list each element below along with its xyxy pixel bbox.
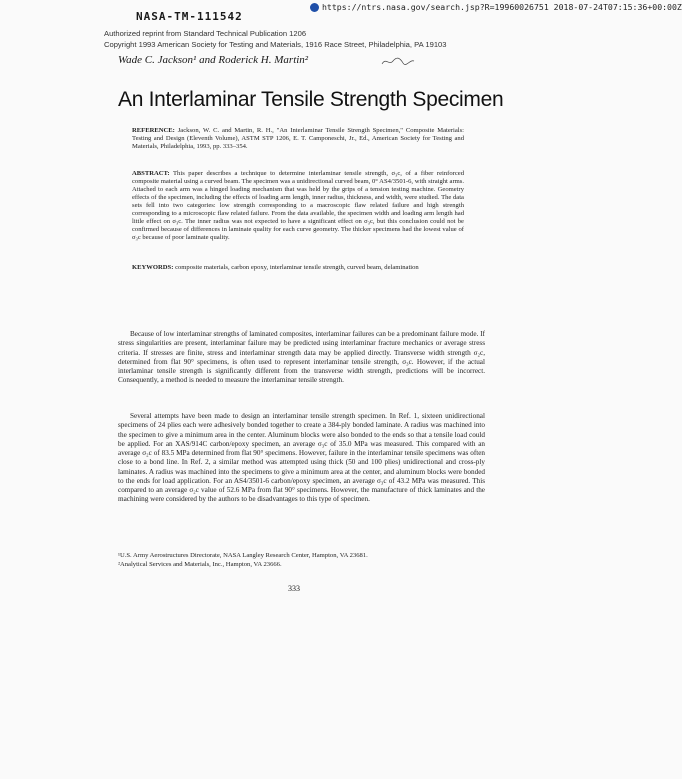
ntrs-logo-icon: [310, 3, 319, 12]
keywords-label: KEYWORDS:: [132, 264, 174, 271]
keywords-text: composite materials, carbon epoxy, interlaminar tensile strength, curved beam, delamination: [175, 264, 419, 271]
footnote: ²Analytical Services and Materials, Inc., Hampton, VA 23666.: [118, 560, 282, 568]
reprint-notice-line-1: Authorized reprint from Standard Technical Publication 1206: [104, 29, 307, 38]
abstract-block: [132, 170, 464, 242]
reference-block: [132, 127, 464, 151]
reference-text: Jackson, W. C. and Martin, R. H., "An Interlaminar Tensile Strength Specimen," Composite Materials: Testing and Design (Eleventh Volume), ASTM STP 1206, E. T. Camponeschi, Jr., Ed., American Society for Testing and Materials, Philadelphia, 1993, pp. 333–354.: [132, 127, 464, 150]
footnote: ¹U.S. Army Aerostructures Directorate, NASA Langley Research Center, Hampton, VA 23681.: [118, 552, 368, 559]
keywords-block: [132, 264, 464, 272]
authors: Wade C. Jackson¹ and Roderick H. Martin²: [118, 54, 309, 66]
page-number: 333: [288, 584, 300, 593]
reprint-notice-line-2: Copyright 1993 American Society for Testing and Materials, 1916 Race Street, Philadelphia, PA 19103: [104, 40, 447, 49]
reference-label: REFERENCE:: [132, 127, 175, 134]
footnotes: [118, 552, 485, 569]
ntrs-stamp-text[interactable]: https://ntrs.nasa.gov/search.jsp?R=19960026751 2018-07-24T07:15:36+00:00Z: [322, 2, 682, 12]
paper-title: An Interlaminar Tensile Strength Specimen: [118, 88, 504, 111]
abstract-text: This paper describes a technique to determine interlaminar tensile strength, σ₃c, of a fiber reinforced composite material using a curved beam. The specimen was a unidirectional curved beam, 0° AS4/3501-6, with straight arms. Attached to each arm was a hinged loading mechanism that was held by the grips of a tension testing machine. Geometry effects of the specimen, including the effects of loading arm length, inner radius, thickness, and width, were studied. The data sets fell into two categories: low strength corresponding to a macroscopic flaw related failure and high strength corresponding to a microscopic flaw related failure. From the data available, the specimen width and loading arm length had little effect on σ₃c. The inner radius was not expected to have a significant effect on σ₃c, but this conclusion could not be confirmed because of differences in laminate quality for each curve geometry. The thicker specimens had the lowest value of σ₃c because of poor laminate quality.: [132, 170, 464, 241]
ntrs-stamp: [310, 2, 682, 12]
body-paragraph: Because of low interlaminar strengths of laminated composites, interlaminar failures can be a predominant failure mode. If stress singularities are present, interlaminar failure may be predicted using interlaminar fracture mechanics or average stress criteria. If stresses are finite, stress and interlaminar strength data may be applied directly. Transverse width strength σ₂c, determined from flat 90° specimens, is often used to represent interlaminar tensile strength, σ₃c. However, if the actual interlaminar tensile strength is significantly different from the transverse width strength, predictions will be incorrect. Consequently, a method is needed to measure the interlaminar tensile strength.: [118, 330, 485, 385]
abstract-label: ABSTRACT:: [132, 170, 170, 177]
body-paragraph: Several attempts have been made to design an interlaminar tensile strength specimen. In Ref. 1, sixteen unidirectional specimens of 24 plies each were adhesively bonded together to create a 384-ply bonded laminate. A radius was machined into the specimen to give a minimum area in the center. Aluminum blocks were also bonded to the ends so that a tensile load could be applied. For an XAS/914C carbon/epoxy specimen, an average σ₃c of 35.0 MPa was measured. This compared with an average σ₂c of 83.5 MPa determined from flat 90° specimens. However, failure in the interlaminar tensile specimens was often close to a bond line. In Ref. 2, a similar method was attempted using thick (50 and 100 plies) unidirectional and cross-ply laminates. A radius was machined into the specimens to give a minimum area at the center, and aluminum blocks were bonded to the ends for load application. For an AS4/3501-6 carbon/epoxy specimen, an average σ₃c of 43.2 MPa was measured. This compared to an average σ₂c value of 52.6 MPa from flat 90° specimens. However, the manufacture of thick laminates and the machining were considered by the authors to be disadvantages to this type of specimen.: [118, 412, 485, 504]
handwritten-signature-icon: [381, 55, 415, 67]
report-number: NASA-TM-111542: [136, 10, 243, 23]
